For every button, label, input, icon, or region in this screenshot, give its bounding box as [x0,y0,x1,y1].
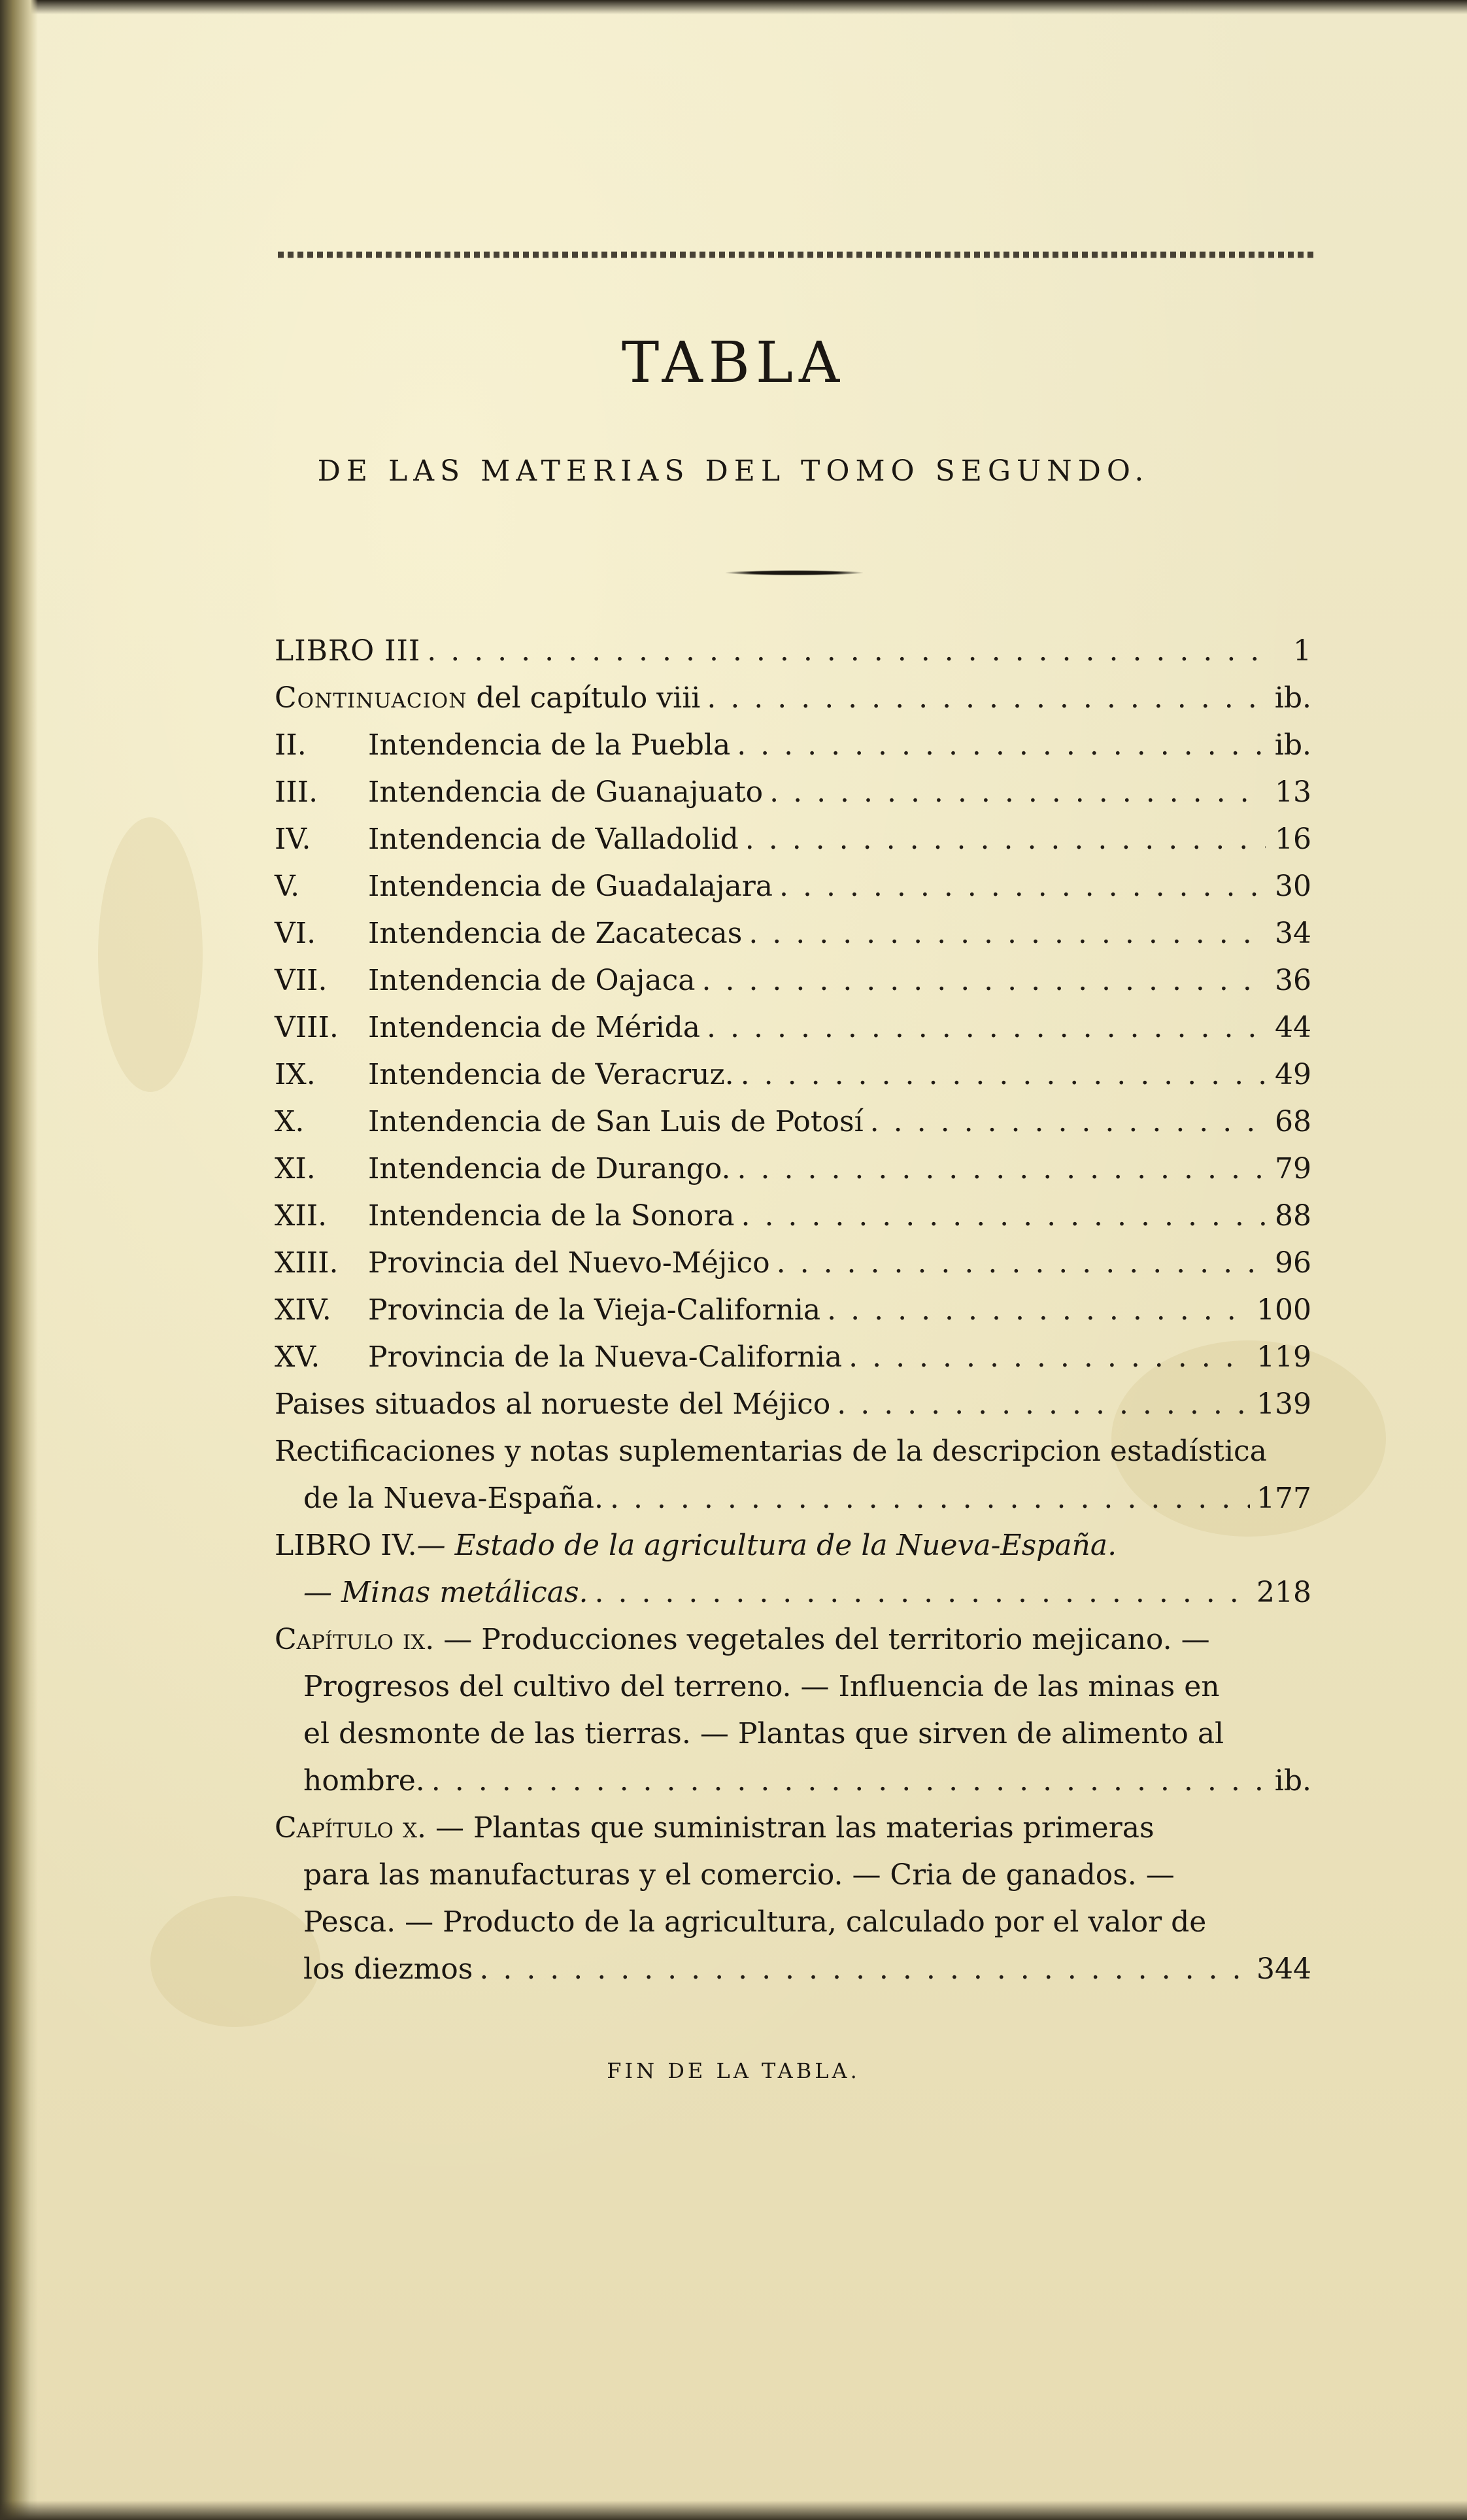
toc-page-number: 119 [1256,1340,1311,1374]
dot-leader [849,1334,1250,1381]
toc-entry-title [275,675,700,722]
toc-page-number: 79 [1275,1152,1311,1185]
toc-page-number: 30 [1275,870,1311,903]
dot-leader [745,816,1266,863]
toc-entry-libro-iii [275,628,1311,675]
toc-page-number: 68 [1275,1105,1311,1138]
toc-entry [275,769,1311,816]
toc-entry-rectificaciones [275,1475,1311,1522]
toc-entry-title: Provincia de la Nueva-California [368,1340,843,1374]
dot-leader [707,675,1266,722]
toc-entry-number: VIII. [275,1011,339,1044]
toc-entry [275,1098,1311,1146]
toc-entry-capitulo-x-line3: Pesca. — Producto de la agricultura, calculado por el valor de [303,1905,1207,1939]
toc-entry [275,816,1311,863]
toc-entry-number: V. [275,870,300,903]
toc-entry-libro-iv-line1 [275,1522,1311,1569]
toc-entry-title: los diezmos [303,1952,473,1986]
page-subtitle: DE LAS MATERIAS DEL TOMO SEGUNDO. [317,454,1150,488]
toc-entry-capitulo-ix [275,1758,1311,1805]
toc-page-number: 1 [1293,634,1311,668]
dot-leader [595,1569,1251,1616]
toc-page-number: 16 [1275,823,1311,856]
dot-leader [707,1004,1266,1051]
toc-entry-rest: — Plantas que suministran las materias primeras [426,1811,1155,1845]
toc-entry-number: XII. [275,1199,328,1233]
page-bottom-shadow [0,2500,1467,2520]
toc-entry-title: Intendencia de Oajaca [368,964,696,997]
toc-entry-title: hombre. [303,1764,425,1797]
dot-leader [610,1475,1250,1522]
toc-entry-rest: — Producciones vegetales del territorio mejicano. — [434,1623,1210,1656]
toc-entry [275,910,1311,957]
smallcaps-lead: Continuacion [275,681,467,715]
toc-entry-title: de la Nueva-España. [303,1482,603,1515]
toc-entry-title: Intendencia de Durango. [368,1152,731,1185]
toc-entry-title: Paises situados al norueste del Méjico [275,1388,831,1421]
toc-entry [275,1146,1311,1193]
dot-leader [737,1146,1266,1193]
toc-entry [275,863,1311,910]
toc-entry-number: XV. [275,1340,320,1374]
smallcaps-lead: Capítulo x. [275,1811,427,1845]
dot-leader [827,1287,1250,1334]
toc-entry [275,1287,1311,1334]
dot-leader [837,1381,1250,1428]
toc-entry-title: Intendencia de Mérida [368,1011,701,1044]
toc-page-number: 44 [1275,1011,1311,1044]
toc-entry-title: Intendencia de Guanajuato [368,775,764,809]
toc-entry-number: VII. [275,964,328,997]
toc-entry-capitulo-x [275,1946,1311,1993]
toc-page-number: 177 [1256,1482,1311,1515]
toc-entry-number: X. [275,1105,305,1138]
dot-leader [431,1758,1266,1805]
page-title: TABLA [621,330,846,396]
toc-entry-libro-iv [275,1569,1311,1616]
toc-entry-rectificaciones-line1: Rectificaciones y notas suplementarias de la descripcion estadística [275,1435,1267,1468]
dot-leader [702,957,1266,1004]
toc-entry-number: II. [275,728,307,762]
toc-page-number: 100 [1256,1293,1311,1327]
toc-entry-number: XIV. [275,1293,331,1327]
libro-iv-label: LIBRO IV. [275,1529,417,1562]
toc-page-number: ib. [1274,1764,1311,1797]
toc-entry-title: Intendencia de la Sonora [368,1199,735,1233]
toc-entry [275,957,1311,1004]
toc-entry-number: VI. [275,917,316,950]
dot-leader [741,1051,1266,1098]
page-top-shadow [0,0,1467,14]
toc-entry-capitulo-ix-line2: Progresos del cultivo del terreno. — Influencia de las minas en [303,1670,1220,1703]
toc-entry-number: IV. [275,823,311,856]
paper-stain [98,817,203,1092]
toc-entry [275,1004,1311,1051]
ornamental-border [278,248,1314,259]
toc-page-number: 36 [1275,964,1311,997]
dot-leader [427,628,1266,675]
toc-entry [275,722,1311,769]
libro-iv-subject: — Estado de la agricultura de la Nueva-España. [416,1529,1117,1562]
toc-entry-title: Provincia de la Vieja-California [368,1293,821,1327]
toc-page-number: 139 [1256,1388,1311,1421]
toc-entry [275,1334,1311,1381]
end-of-table-note: FIN DE LA TABLA. [607,2058,860,2083]
dot-leader [779,863,1266,910]
toc-entry-title: Intendencia de Zacatecas [368,917,743,950]
toc-entry-title: LIBRO III [275,634,421,668]
toc-page-number: 34 [1275,917,1311,950]
toc-entry-title: Intendencia de Valladolid [368,823,739,856]
dot-leader [870,1098,1266,1146]
toc-entry-capitulo-ix-line1 [275,1616,1311,1663]
toc-entry-number: XIII. [275,1246,339,1280]
toc-entry [275,1051,1311,1098]
toc-entry-title: Intendencia de Veracruz. [368,1058,734,1091]
toc-entry-paises [275,1381,1311,1428]
toc-page-number: ib. [1274,681,1311,715]
dot-leader [777,1240,1266,1287]
table-of-contents [275,628,1311,1993]
title-rule [726,570,863,575]
toc-entry-title: Intendencia de la Puebla [368,728,731,762]
dot-leader [769,769,1266,816]
toc-page-number: 96 [1275,1246,1311,1280]
toc-entry-number: IX. [275,1058,316,1091]
toc-entry-title: Intendencia de San Luis de Potosí [368,1105,864,1138]
toc-page-number: 88 [1275,1199,1311,1233]
toc-page-number: 344 [1256,1952,1311,1986]
toc-entry-capitulo-ix-line3: el desmonte de las tierras. — Plantas que sirven de alimento al [303,1717,1224,1750]
toc-entry-number: XI. [275,1152,316,1185]
dot-leader [479,1946,1250,1993]
toc-page-number: 218 [1256,1576,1311,1609]
toc-entry-title: Provincia del Nuevo-Méjico [368,1246,770,1280]
toc-entry-title: — Minas metálicas. [303,1576,588,1609]
toc-entry [275,1240,1311,1287]
toc-entry-title: Intendencia de Guadalajara [368,870,773,903]
toc-entry [275,1193,1311,1240]
toc-entry-rest: del capítulo viii [467,681,701,715]
dot-leader [737,722,1266,769]
toc-entry-capitulo-x-line1 [275,1805,1311,1852]
smallcaps-lead: Capítulo ix. [275,1623,435,1656]
toc-page-number: 49 [1275,1058,1311,1091]
dot-leader [741,1193,1266,1240]
toc-entry-capitulo-x-line2: para las manufacturas y el comercio. — Cria de ganados. — [303,1858,1175,1892]
toc-page-number: ib. [1274,728,1311,762]
toc-entry-number: III. [275,775,318,809]
toc-page-number: 13 [1275,775,1311,809]
toc-entry-continuacion [275,675,1311,722]
dot-leader [749,910,1266,957]
